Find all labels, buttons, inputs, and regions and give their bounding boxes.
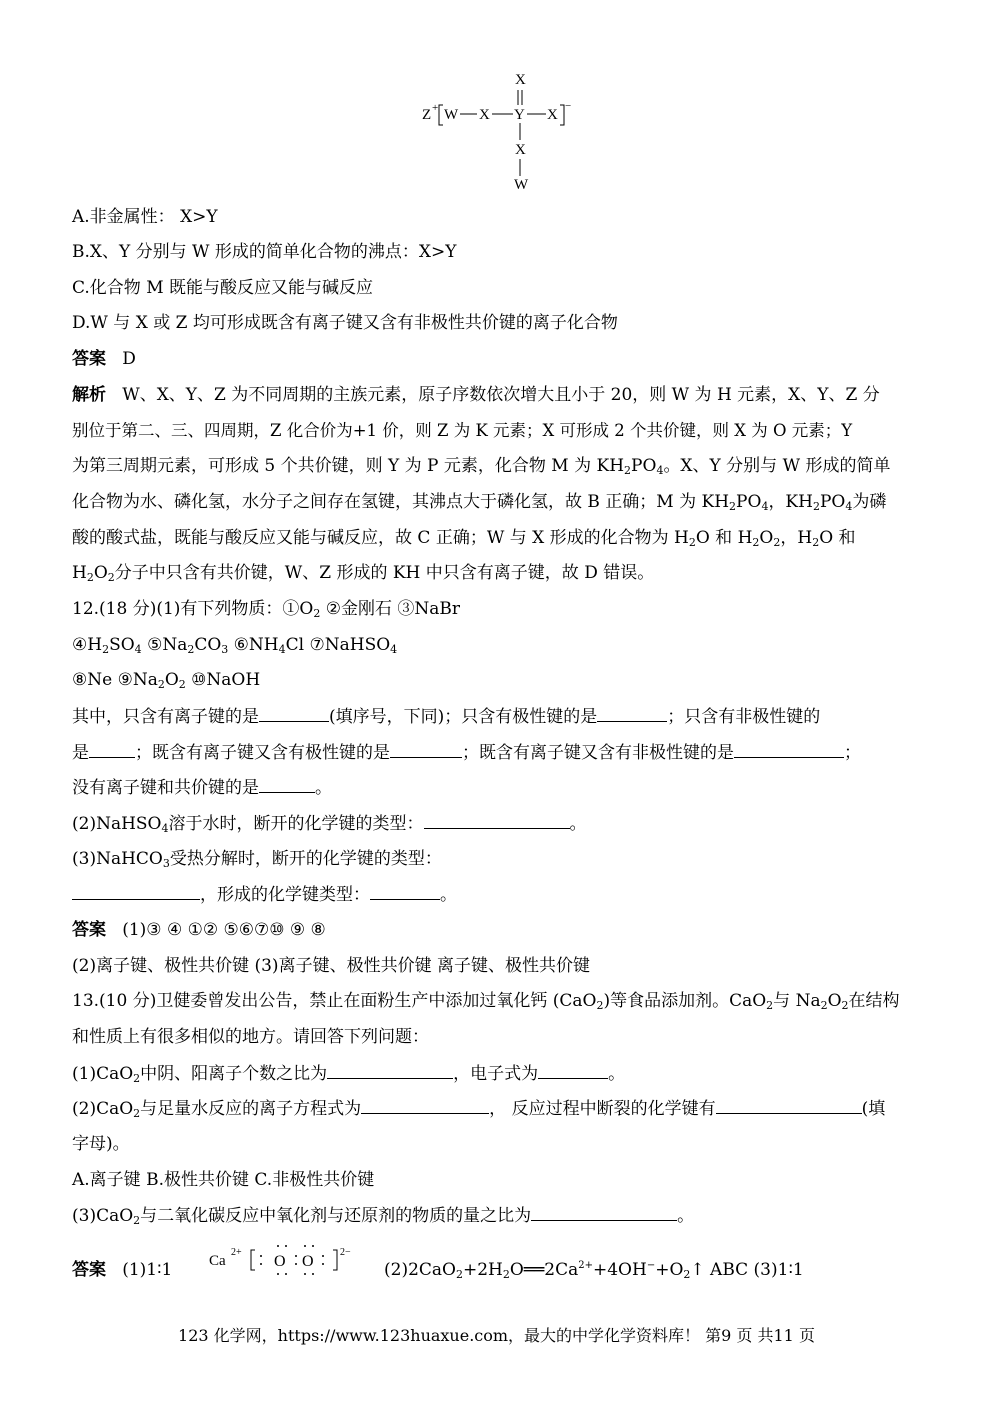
cation-z: Z [422, 107, 432, 123]
atom-w-left: W [444, 107, 459, 123]
atom-x-right: X [547, 107, 558, 123]
analysis-line-5: 酸的酸式盐，既能与酸反应又能与碱反应，故 C 正确；W 与 X 形成的化合物为 $H_2O$ 和 $H_2O_2$，$H_2O$ 和 [72, 528, 856, 549]
option-c: C.化合物 M 既能与酸反应又能与碱反应 [72, 278, 374, 298]
atom-x-mid: X [479, 107, 490, 123]
q13-options: A.离子键 B.极性共价键 C.非极性共价键 [72, 1170, 375, 1190]
answer-blank[interactable] [259, 705, 329, 722]
answer-11 [72, 348, 136, 370]
atom-y-center: Y [514, 107, 525, 123]
answer-blank[interactable] [89, 741, 135, 758]
answer-blank[interactable] [424, 812, 570, 829]
answer-blank[interactable] [597, 705, 667, 722]
answer-blank[interactable] [390, 741, 462, 758]
calcium-ion: Ca [209, 1253, 226, 1269]
analysis-line-6: $H_2O_2$分子中只含有共价键，W、Z 形成的 KH 中只含有离子键，故 D 错误。 [72, 563, 655, 584]
analysis-line-3: 为第三周期元素，可形成 5 个共价键，则 Y 为 P 元素，化合物 M 为 $KH_2PO_4$。X、Y 分别与 W 形成的简单 [72, 456, 891, 477]
q13-answer-label-line: 答案 (1)1∶1 [72, 1260, 173, 1280]
cation-charge: + [432, 102, 439, 114]
structural-formula [410, 70, 590, 195]
q12-substances-3: ⑧Ne $⑨Na_2O_2$ ⑩NaOH [72, 670, 261, 691]
q13-answer-equation: $(2)2CaO_2+2H_2O══2Ca^{2+}+4OH^-+O_2↑$ ABC (3)1∶1 [384, 1260, 804, 1281]
answer-label: 答案 [72, 349, 106, 369]
electron-dot-formula [207, 1241, 367, 1281]
option-b: B.X、Y 分别与 W 形成的简单化合物的沸点：X>Y [72, 242, 457, 262]
q13-intro-2: 和性质上有很多相似的地方。请回答下列问题： [72, 1027, 429, 1047]
analysis-line-4: 化合物为水、磷化氢，水分子之间存在氢键，其沸点大于磷化氢，故 B 正确；M 为 $KH_2PO_4$，$KH_2PO_4$为磷 [72, 492, 887, 513]
analysis-text-1: W、X、Y、Z 为不同周期的主族元素，原子序数依次增大且小于 20，则 W 为 H 元素，X、Y、Z 分 [122, 385, 880, 405]
q13-part-2-cont: 字母)。 [72, 1134, 130, 1154]
answer-blank[interactable] [370, 883, 440, 900]
oxygen-atom-1: O [274, 1253, 286, 1270]
answer-blank[interactable] [259, 776, 315, 793]
page-footer: 123 化学网，https://www.123huaxue.com，最大的中学化学资料库！ 第9 页 共11 页 [178, 1326, 815, 1345]
answer-value: D [122, 349, 136, 369]
answer-blank[interactable] [538, 1062, 608, 1079]
atom-x-below: X [515, 142, 526, 158]
analysis-line-1 [72, 384, 880, 406]
option-a: A.非金属性： X>Y [72, 207, 218, 227]
option-d: D.W 与 X 或 Z 均可形成既含有离子键又含有非极性共价键的离子化合物 [72, 313, 618, 333]
answer-blank[interactable] [361, 1097, 489, 1114]
peroxide-charge: 2− [340, 1247, 351, 1258]
oxygen-atom-2: O [302, 1253, 314, 1270]
q12-part-3: (3)NaHCO$_3$受热分解时，断开的化学键的类型： [72, 849, 442, 870]
q13-part-3: (3)CaO$_2$与二氧化碳反应中氧化剂与还原剂的物质的量之比为 。 [72, 1206, 695, 1227]
analysis-line-2: 别位于第二、三、四周期，Z 化合价为+1 价，则 Z 为 K 元素；X 可形成 2 个共价键，则 X 为 O 元素；Y [72, 421, 853, 440]
analysis-label: 解析 [72, 385, 106, 405]
q13-part-2: (2)CaO$_2$与足量水反应的离子方程式为 ， 反应过程中断裂的化学键有 (填 [72, 1099, 886, 1120]
q12-substances-1: 12.(18 分)(1)有下列物质：$①O_2$ ②金刚石 ③NaBr [72, 599, 461, 620]
q12-question-line-1: 其中，只含有离子键的是 (填序号，下同)；只含有极性键的是 ；只含有非极性键的 [72, 707, 821, 727]
atom-w-bottom: W [514, 177, 529, 193]
answer-blank[interactable] [72, 883, 200, 900]
q12-substances-2: $④H_2SO_4$ $⑤Na_2CO_3$ $⑥NH_4Cl$ ⑦NaHSO$_4$ [72, 635, 398, 656]
q12-question-line-3: 没有离子键和共价键的是 。 [72, 778, 332, 798]
q12-part-3-cont: ，形成的化学键类型： 。 [72, 883, 457, 906]
answer-blank[interactable] [716, 1097, 862, 1114]
calcium-charge: 2+ [231, 1247, 242, 1258]
atom-x-top: X [515, 72, 526, 88]
q13-part-1: (1)CaO$_2$中阴、阳离子个数之比为 ，电子式为 。 [72, 1064, 626, 1085]
q13-intro-1: 13.(10 分)卫健委曾发出公告，禁止在面粉生产中添加过氧化钙 (CaO$_2$)等食品添加剂。CaO$_2$与 $Na_2O_2$在结构 [72, 991, 900, 1012]
answer-blank[interactable] [327, 1062, 453, 1079]
anion-charge: − [565, 100, 572, 112]
q12-answer-2: (2)离子键、极性共价键 (3)离子键、极性共价键 离子键、极性共价键 [72, 956, 590, 976]
answer-blank[interactable] [531, 1204, 677, 1221]
q12-question-line-2: 是 ；既含有离子键又含有极性键的是 ；既含有离子键又含有非极性键的是 ； [72, 743, 861, 763]
answer-blank[interactable] [734, 741, 844, 758]
q12-answer-1: 答案 (1)③ ④ ①② ⑤⑥⑦⑩ ⑨ ⑧ [72, 920, 326, 940]
q12-part-2: (2)NaHSO$_4$溶于水时，断开的化学键的类型： 。 [72, 814, 587, 835]
